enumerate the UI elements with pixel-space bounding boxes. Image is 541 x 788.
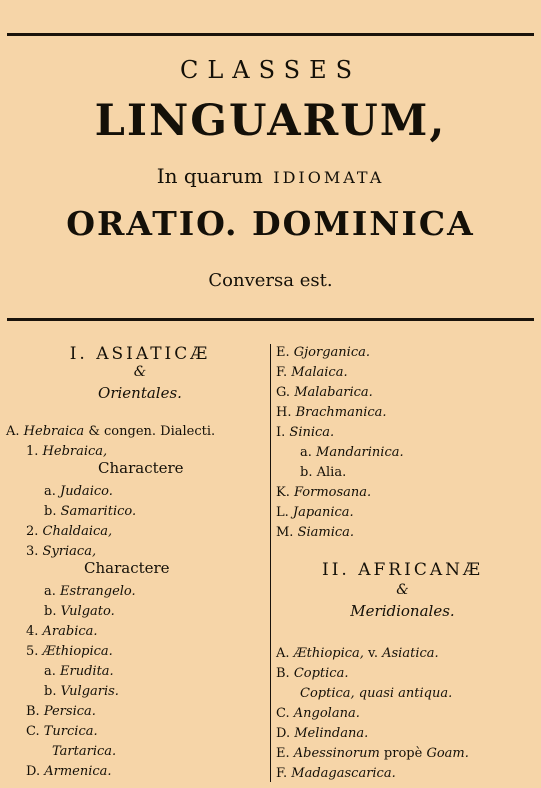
left-heading (40, 344, 240, 364)
list-item: Tartarica. (52, 744, 117, 759)
list-item: D. Armenica. (26, 764, 112, 779)
list-item: M. Siamica. (276, 525, 355, 540)
list-item: 5. Æthiopica. (26, 644, 113, 659)
list-item: Coptica, quasi antiqua. (300, 686, 453, 701)
in-quarum-text: In quarum (156, 164, 263, 188)
middle-rule (7, 318, 534, 321)
list-item: a. Mandarinica. (300, 445, 404, 460)
list-item: b. Vulgato. (44, 604, 115, 619)
list-item: E. Abessinorum propè Goam. (276, 746, 469, 761)
list-item: C. Angolana. (276, 706, 360, 721)
list-item: C. Turcica. (26, 724, 98, 739)
list-item: Charactere (84, 559, 170, 577)
right-heading (285, 560, 520, 580)
list-item: b. Samaritico. (44, 504, 137, 519)
right-heading-number: II. (321, 560, 350, 580)
right-heading-sub: Meridionales. (350, 602, 455, 620)
list-item: D. Melindana. (276, 726, 369, 741)
list-item: F. Madagascarica. (276, 766, 396, 781)
list-item: 2. Chaldaica, (26, 524, 113, 539)
left-heading-title: ASIATICÆ (96, 344, 211, 364)
column-divider (270, 344, 271, 782)
list-item: E. Gjorganica. (276, 345, 370, 360)
title-classes: CLASSES (179, 56, 362, 84)
top-rule (7, 33, 534, 36)
list-item: A. Æthiopica, v. Asiatica. (276, 646, 439, 661)
left-heading-sub: Orientales. (98, 384, 182, 402)
list-item: 4. Arabica. (26, 624, 98, 639)
list-item: b. Alia. (300, 465, 347, 480)
list-item: 3. Syriaca, (26, 544, 97, 559)
list-item: 1. Hebraica, (26, 444, 108, 459)
list-item: G. Malabarica. (276, 385, 373, 400)
title-in-quarum (0, 164, 541, 188)
list-item: H. Brachmanica. (276, 405, 387, 420)
list-item: I. Sinica. (276, 425, 335, 440)
right-heading-title: AFRICANÆ (358, 560, 483, 580)
list-item: B. Persica. (26, 704, 96, 719)
title-conversa-est: Conversa est. (208, 270, 333, 291)
list-item: L. Japanica. (276, 505, 354, 520)
title-linguarum: LINGUARUM, (94, 96, 447, 146)
list-item: b. Vulgaris. (44, 684, 119, 699)
list-item: Charactere (98, 459, 184, 477)
title-oratio-dominica: ORATIO. DOMINICA (66, 204, 475, 243)
right-heading-amp: & (396, 582, 409, 598)
list-item: F. Malaica. (276, 365, 348, 380)
left-heading-number: I. (69, 344, 88, 364)
left-heading-amp: & (133, 364, 147, 380)
list-item: a. Judaico. (44, 484, 113, 499)
list-item: K. Formosana. (276, 485, 372, 500)
idiomata-text: IDIOMATA (273, 168, 385, 187)
list-item: a. Estrangelo. (44, 584, 136, 599)
list-item: a. Erudita. (44, 664, 114, 679)
list-item: B. Coptica. (276, 666, 349, 681)
list-item: A. Hebraica & congen. Dialecti. (6, 424, 216, 439)
